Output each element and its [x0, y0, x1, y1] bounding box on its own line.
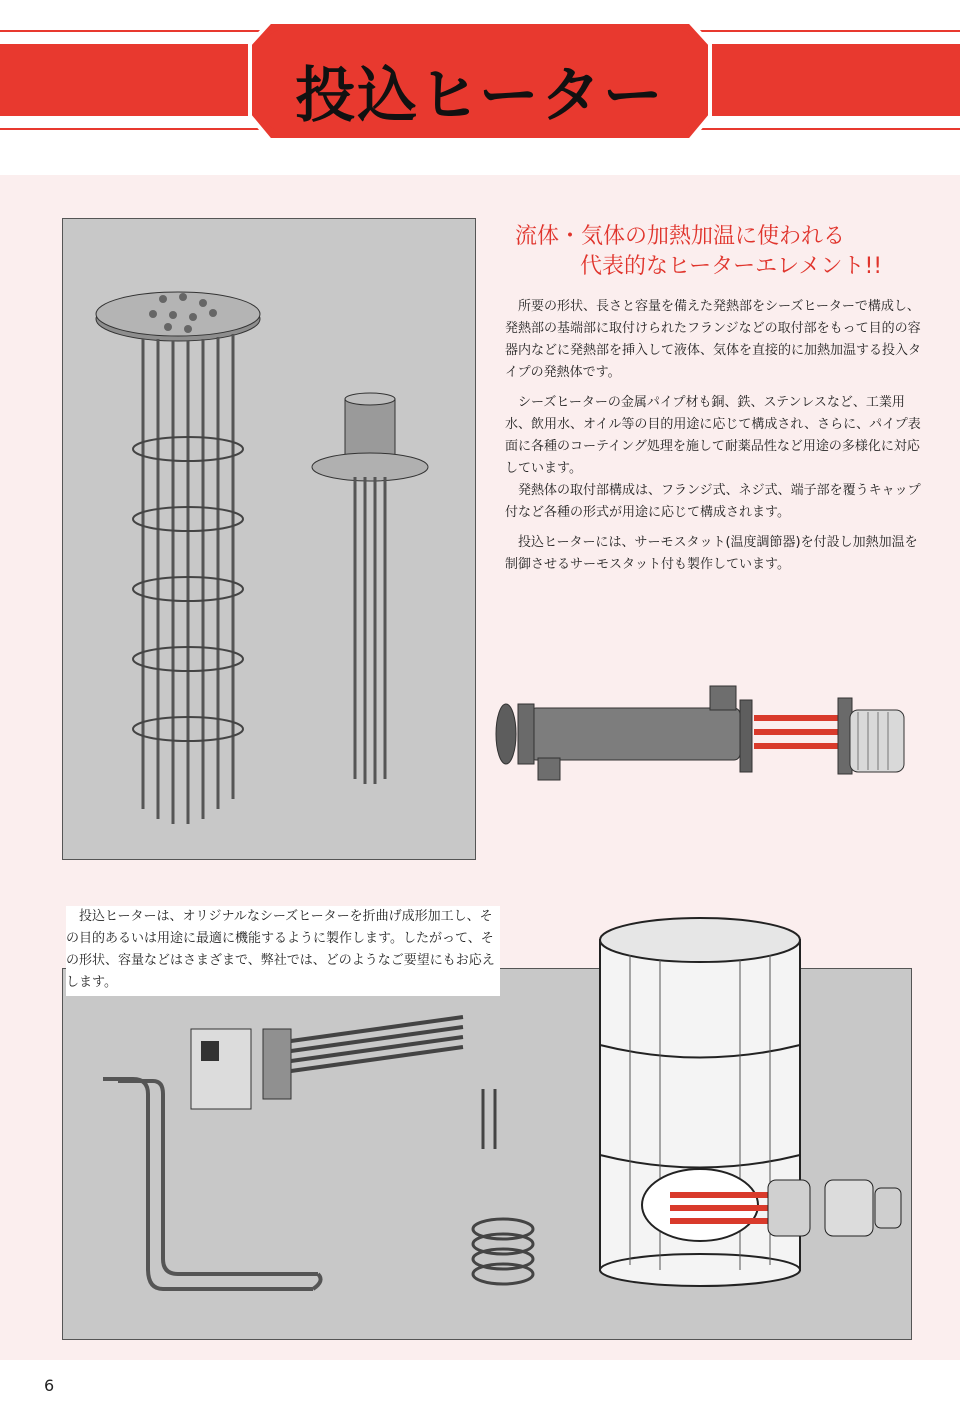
paragraph-2: シーズヒーターの金属パイプ材も銅、鉄、ステンレスなど、工業用水、飲用水、オイル等の目的用途に応じて構成され、さらに、パイプ表面に各種のコーテイング処理を施して耐薬品性など用途の多様化に対応しています。 — [505, 395, 921, 476]
paragraph-4: 投込ヒーターには、サーモスタット(温度調節器)を付設し加熱加温を制御させるサーモスタット付も製作しています。 — [505, 535, 918, 572]
description-text — [505, 296, 921, 584]
headline-line-1: 流体・気体の加熱加温に使われる — [515, 224, 846, 249]
tank-heater-illustration — [488, 680, 918, 790]
drum-tank-illustration — [590, 910, 910, 1290]
lower-description: 投込ヒーターは、オリジナルなシーズヒーターを折曲げ成形加工し、その目的あるいは用途に最適に機能するように製作します。したがって、その形状、容量などはさまざまで、弊社では、どのようなご要望にもお応えします。 — [66, 906, 500, 996]
headline — [505, 222, 925, 282]
heater-photo-large — [62, 218, 476, 860]
paragraph-1: 所要の形状、長さと容量を備えた発熱部をシーズヒーターで構成し、発熱部の基端部に取付けられたフランジなどの取付部をもって目的の容器内などに発熱部を挿入して液体、気体を直接的に加熱加温する投入タイプの発熱体です。 — [505, 299, 922, 380]
headline-line-2: 代表的なヒーターエレメント!! — [580, 254, 883, 279]
page-number: 6 — [44, 1376, 55, 1395]
page-title: 投込ヒーター — [295, 61, 665, 131]
paragraph-3: 発熱体の取付部構成は、フランジ式、ネジ式、端子部を覆うキャップ付など各種の形式が用途に応じて構成されます。 — [505, 483, 921, 520]
